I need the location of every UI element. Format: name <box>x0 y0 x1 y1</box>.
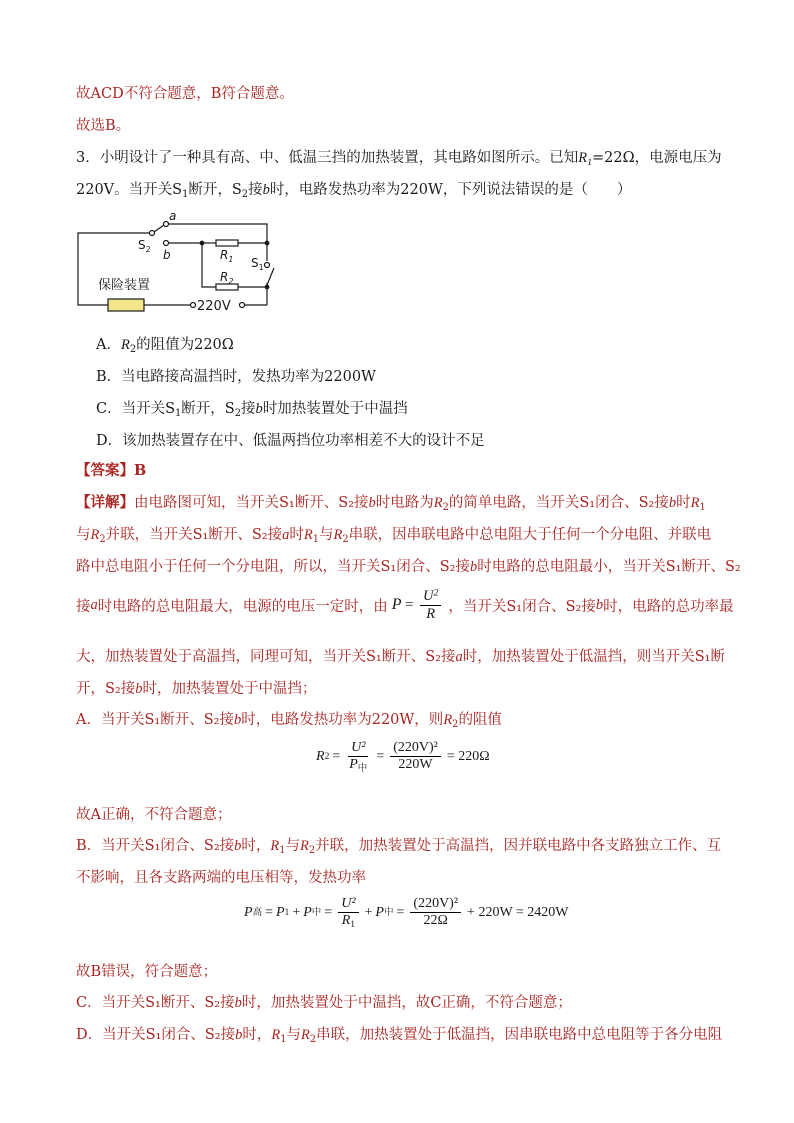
circuit-diagram <box>70 205 280 315</box>
part-d-line: D．当开关S₁闭合、S₂接b时，$R_1$与$R_2$串联，加热装置处于低温挡，因串联电路中总电阻等于各分电阻 <box>76 1027 723 1045</box>
question-stem-line2 <box>76 178 631 199</box>
label-a: a <box>169 209 177 223</box>
question-text: 220V。当开关S <box>76 182 183 198</box>
option-c: C．当开关$S_1$断开，$S_2$接b时加热装置处于中温挡 <box>96 401 408 419</box>
question-stem-line1 <box>76 146 722 167</box>
s2-pivot <box>150 231 155 236</box>
part-b-line2: 不影响，且各支路两端的电压相等，发热功率 <box>76 870 366 886</box>
power-formula: P = $\frac{U^2}{R}$ <box>392 588 445 622</box>
part-b-conclusion: 故B错误，符合题意； <box>76 964 218 980</box>
detail-line2: 与$R_2$并联，当开关S₁断开、S₂接a时$R_1$与$R_2$串联，因串联电路中总电阻大于任何一个分电阻、并联电 <box>76 527 712 545</box>
label-b: b <box>163 248 171 262</box>
r1-subscript: 1 <box>587 156 593 168</box>
answer-value: B <box>134 462 147 479</box>
label-s1: $S_1$ <box>251 256 264 272</box>
contact-b <box>164 241 169 246</box>
r1-value: =22Ω，电源电压为 <box>592 150 722 166</box>
question-text: 接 <box>248 182 263 198</box>
s1-contact-top <box>265 263 270 268</box>
part-a-line1: A．当开关S₁断开、S₂接b时，电路发热功率为220W，则$R_2$的阻值 <box>76 712 502 730</box>
label-s2: $S_2$ <box>138 238 151 254</box>
formula-r2: R 2 = $\frac{\text{U²}}{P_中}$ = $\frac{\text{(220V)²}}{220W}$ = 220Ω <box>316 740 490 774</box>
answer-label: 【答案】 <box>76 462 134 479</box>
prev-answer-line1: 故ACD不符合题意，B符合题意。 <box>76 86 294 102</box>
r1-symbol: R <box>578 150 588 166</box>
formula-power-high: P 高 = P 1 + P 中 = $\frac{\text{U²}}{R_1}$ + P 中 = $\frac{\text{(220V)²}}{22\Omega}$ + 220W = 2420W <box>244 896 569 930</box>
detail-line4: 接 a 时电路的总电阻最大，电源的电压一定时，由 P = $\frac{U^2}{R}$ ，当开关S₁闭合、S₂接 b 时，电路的总功率最 <box>76 587 734 622</box>
option-a: A．$R_2$的阻值为220Ω <box>96 337 234 355</box>
part-c-line: C．当开关S₁断开、S₂接b时，加热装置处于中温挡，故C正确，不符合题意； <box>76 995 572 1011</box>
question-text: 断开，S <box>188 182 242 198</box>
r1-resistor <box>216 240 238 246</box>
s2-blade <box>154 225 164 232</box>
option-b: B．当电路接高温挡时，发热功率为2200W <box>96 369 376 385</box>
subscript: 1 <box>182 188 189 200</box>
contact-b: b <box>262 182 270 198</box>
part-b-line1: B．当开关S₁闭合、S₂接b时，$R_1$与$R_2$并联，加热装置处于高温挡，因并联电路中各支路独立工作、互 <box>76 838 722 856</box>
s1-blade <box>267 268 274 285</box>
label-fuse: 保险装置 <box>98 278 151 293</box>
answer-line <box>76 459 146 480</box>
terminal-left <box>191 303 196 308</box>
prev-answer-line2: 故选B。 <box>76 118 131 134</box>
wire-a <box>169 224 267 235</box>
terminal-right <box>240 303 245 308</box>
detail-line6: 开，S₂接b时，加热装置处于中温挡； <box>76 681 317 697</box>
label-voltage: 220V <box>197 299 231 314</box>
detail-line1: 【详解】由电路图可知，当开关S₁断开、S₂接b时电路为$R_2$的简单电路，当开关S₁闭合、S₂接b时$R_1$ <box>76 494 706 513</box>
contact-a <box>164 222 169 227</box>
part-a-conclusion: 故A正确，不符合题意； <box>76 807 232 823</box>
detail-line5: 大，加热装置处于高温挡，同理可知，当开关S₁断开、S₂接a时，加热装置处于低温挡，则当开关S₁断 <box>76 649 725 665</box>
r2-resistor <box>216 284 238 290</box>
fuse-box <box>108 299 144 311</box>
label-r1: $R_1$ <box>220 248 234 264</box>
label-r2: $R_2$ <box>220 270 234 286</box>
question-text: 3．小明设计了一种具有高、中、低温三挡的加热装置，其电路如图所示。已知 <box>76 150 579 166</box>
option-d: D．该加热装置存在中、低温两挡位功率相差不大的设计不足 <box>96 433 485 449</box>
detail-label: 【详解】 <box>76 494 134 511</box>
detail-line3: 路中总电阻小于任何一个分电阻，所以，当开关S₁闭合、S₂接b时电路的总电阻最小，当开关S₁断开、S₂ <box>76 559 741 575</box>
question-text: 时，电路发热功率为220W，下列说法错误的是（ ） <box>269 182 632 198</box>
subscript: 2 <box>241 188 249 200</box>
